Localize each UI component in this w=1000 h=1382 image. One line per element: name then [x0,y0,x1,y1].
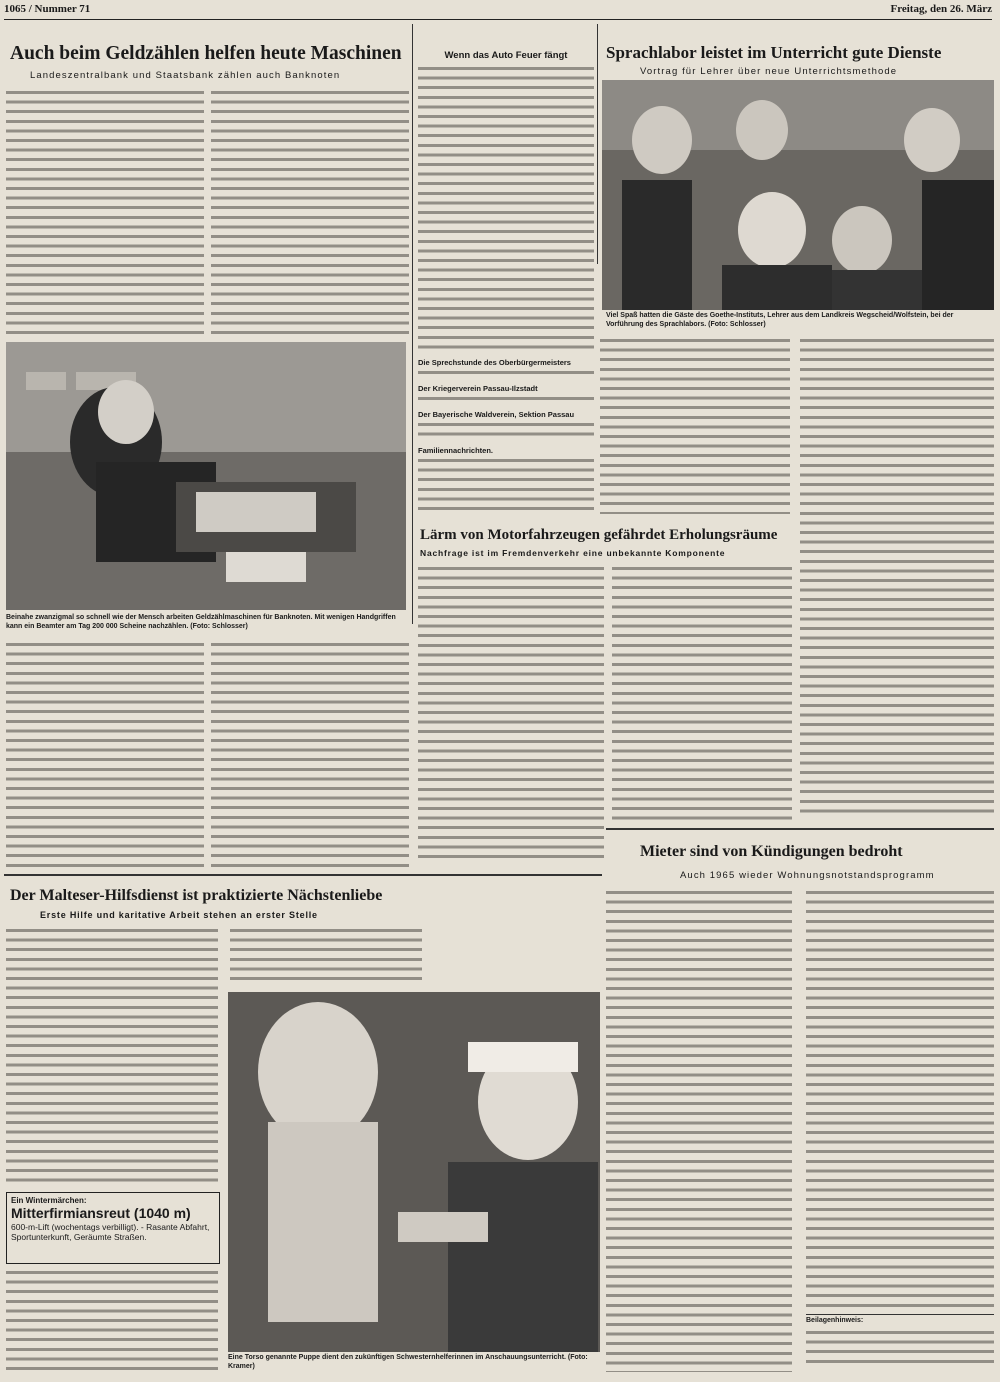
autofeuer-headline: Wenn das Auto Feuer fängt [444,50,568,61]
malteser-headline: Der Malteser-Hilfsdienst ist praktizierte Nächstenliebe [10,887,383,904]
geldzaehlen-body-col4 [211,640,409,868]
mieter-body-col2 [806,888,994,1308]
ad-text: 600-m-Lift (wochentags verbilligt). - Rasante Abfahrt, Sportunterkunft, Geräumte Straßen. [11,1221,210,1242]
mieter-subhead: Auch 1965 wieder Wohnungsnotstandsprogramm [680,870,935,881]
masthead [4,3,992,20]
laerm-subhead: Nachfrage ist im Fremdenverkehr eine unbekannte Komponente [420,548,726,558]
mieter-headline: Mieter sind von Kündigungen bedroht [640,843,903,860]
malteser-subhead: Erste Hilfe und karitative Arbeit stehen an erster Stelle [40,910,318,920]
sprachlabor-subhead: Vortrag für Lehrer über neue Unterrichtsmethode [640,66,898,77]
malteser-body-col2 [230,926,422,984]
notiz-3: Der Bayerische Waldverein, Sektion Passau [418,410,575,419]
malteser-body-col1 [6,926,218,1188]
laerm-headline: Lärm von Motorfahrzeugen gefährdet Erholungsräume [420,527,778,543]
sprachlabor-body-col1 [600,336,790,514]
ad-title: Mitterfirmiansreut (1040 m) [11,1205,191,1221]
malteser-caption: Eine Torso genannte Puppe dient den zukünftigen Schwesternhelferinnen im Anschauungsunterricht. (Foto: Kramer) [228,1354,588,1370]
ad-mitterfirmiansreut [6,1192,220,1264]
notiz-1: Die Sprechstunde des Oberbürgermeisters [418,358,571,367]
laerm-body-col1 [418,564,604,864]
geldzaehlen-body-col1 [6,88,204,336]
beilagenhinweis-label: Beilagenhinweis: [806,1317,864,1324]
beilagenhinweis-box [806,1314,994,1373]
sprachlabor-caption: Viel Spaß hatten die Gäste des Goethe-Instituts, Lehrer aus dem Landkreis Wegscheid/Wolfstein, bei der Vorführung des Sprachlabors. (Foto: Schlosser) [606,312,954,328]
photo-geldzaehlmaschine [6,342,406,610]
photo-malteser-puppe [228,992,600,1352]
malteser-body-col3 [6,1268,218,1376]
notiz-2: Der Kriegerverein Passau-Ilzstadt [418,384,538,393]
notiz-4: Familiennachrichten. [418,446,494,455]
geldzaehlen-body-col3 [6,640,204,868]
autofeuer-body [418,64,594,354]
photo-sprachlabor [602,80,994,310]
mieter-body-col1 [606,888,792,1372]
page-number: 1065 / Nummer 71 [4,3,91,15]
sprachlabor-body-col2 [800,336,994,816]
page-date: Freitag, den 26. März [890,3,992,15]
geldzaehlen-body-col2 [211,88,409,336]
sprachlabor-headline: Sprachlabor leistet im Unterricht gute Dienste [606,43,942,62]
geldzaehlen-subhead: Landeszentralbank und Staatsbank zählen auch Banknoten [30,70,341,81]
geldzaehlen-headline: Auch beim Geldzählen helfen heute Maschinen [10,43,402,64]
ad-kicker: Ein Wintermärchen: [11,1196,87,1205]
geldzaehlen-caption: Beinahe zwanzigmal so schnell wie der Mensch arbeiten Geldzählmaschinen für Banknoten. Mit wenigen Handgriffen kann ein Beamter am Tag 200 000 Scheine nachzählen. (Foto: Schlosser) [6,614,396,630]
laerm-body-col2 [612,564,792,824]
